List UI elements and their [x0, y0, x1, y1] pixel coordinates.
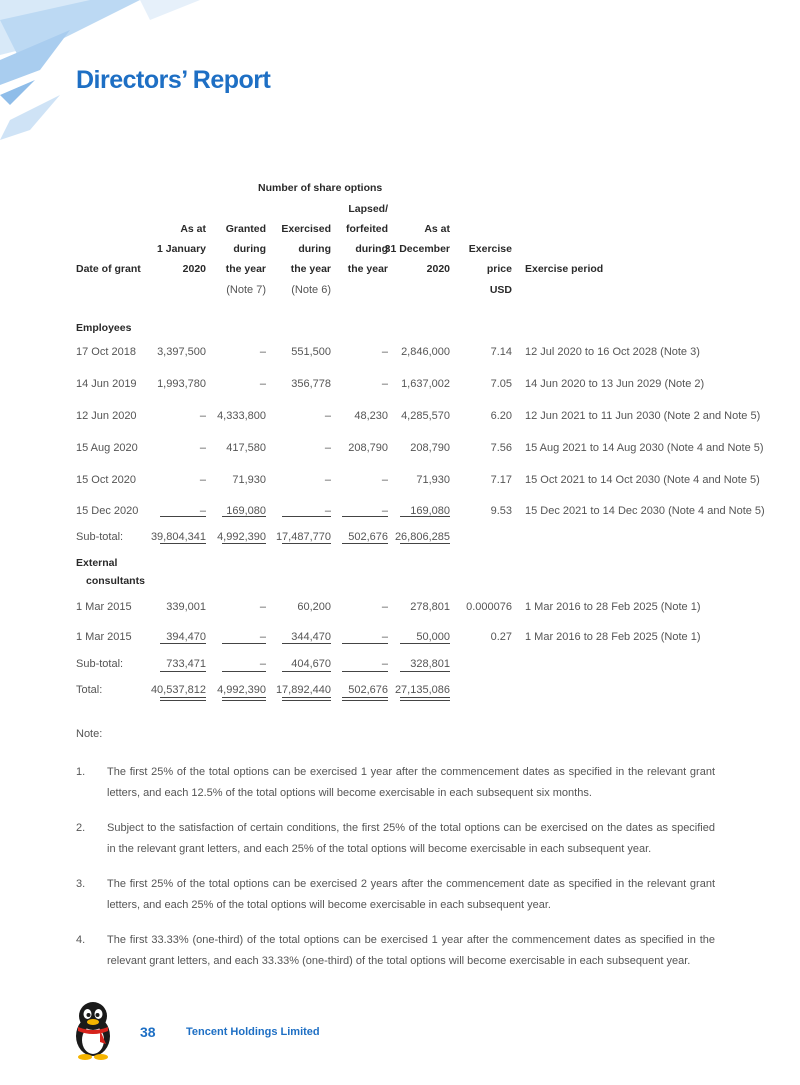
cell-exercised: 551,500: [291, 346, 331, 358]
cell-lapsed: –: [381, 474, 388, 486]
penguin-mascot-icon: [70, 1000, 116, 1060]
cell-dec: 1,637,002: [401, 378, 450, 390]
cell-date: 15 Dec 2020: [76, 505, 139, 517]
cell-period: 12 Jun 2021 to 11 Jun 2030 (Note 2 and Note 5): [525, 410, 761, 422]
cell-exercised: 356,778: [291, 378, 331, 390]
cell-price: 6.20: [490, 410, 512, 422]
cell-date: 1 Mar 2015: [76, 631, 132, 643]
subtotal-dec: 26,806,285: [394, 531, 450, 543]
col-lapsed-header-3: during: [355, 243, 388, 255]
note-text: Subject to the satisfaction of certain conditions, the first 25% of the total options can be exercised on the dates as specified in the relevant grant letters, and each 25% of the total options will become exercisable in each subsequent year.: [107, 822, 715, 855]
cell-period: 15 Aug 2021 to 14 Aug 2030 (Note 4 and Note 5): [525, 442, 764, 454]
col-jan-header-1: As at: [180, 223, 206, 235]
col-lapsed-header-1: Lapsed/: [348, 203, 388, 215]
col-granted-header-1: Granted: [225, 223, 266, 235]
cell-dec: 71,930: [416, 474, 450, 486]
col-exercised-header-1: Exercised: [281, 223, 331, 235]
notes-label: Note:: [76, 728, 103, 740]
page-number: 38: [140, 1024, 156, 1040]
col-exercised-note: (Note 6): [291, 284, 331, 296]
cell-exercised: –: [324, 474, 331, 486]
total-dec: 27,135,086: [394, 684, 450, 696]
cell-jan: 339,001: [166, 601, 206, 613]
cell-period: 1 Mar 2016 to 28 Feb 2025 (Note 1): [525, 601, 701, 613]
external-section-label-2: consultants: [86, 575, 145, 587]
cell-exercised: –: [324, 410, 331, 422]
subtotal-jan: 39,804,341: [150, 531, 206, 543]
note-text: The first 25% of the total options can be exercised 2 years after the commencement date as specified in the relevant grant letters, and each 25% of the total options will become exercisable in each subsequent year.: [107, 878, 715, 911]
cell-period: 14 Jun 2020 to 13 Jun 2029 (Note 2): [525, 378, 705, 390]
cell-lapsed: –: [381, 346, 388, 358]
cell-jan: –: [199, 442, 206, 454]
note-number: 4.: [76, 934, 86, 946]
col-date-header: Date of grant: [76, 263, 141, 275]
cell-jan: –: [199, 474, 206, 486]
col-jan-header-2: 1 January: [156, 243, 206, 255]
cell-jan: 1,993,780: [157, 378, 206, 390]
cell-jan: 394,470: [166, 631, 206, 643]
cell-exercised: 344,470: [291, 631, 331, 643]
page-title: Directors’ Report: [76, 66, 271, 94]
employees-section-label: Employees: [76, 322, 132, 334]
col-exercised-header-2: during: [298, 243, 331, 255]
cell-date: 15 Aug 2020: [76, 442, 138, 454]
cell-granted: –: [259, 631, 266, 643]
cell-dec: 169,080: [410, 505, 450, 517]
subtotal-exercised: 404,670: [291, 658, 331, 670]
note-number: 2.: [76, 822, 86, 834]
cell-date: 14 Jun 2019: [76, 378, 137, 390]
cell-price: 7.56: [490, 442, 512, 454]
cell-exercised: –: [324, 442, 331, 454]
cell-price: 7.05: [490, 378, 512, 390]
col-granted-note: (Note 7): [226, 284, 266, 296]
cell-dec: 278,801: [410, 601, 450, 613]
col-period-header: Exercise period: [525, 263, 604, 275]
cell-lapsed: –: [381, 378, 388, 390]
cell-granted: –: [259, 601, 266, 613]
subtotal-lapsed: –: [381, 658, 388, 670]
col-dec-header-3: 2020: [426, 263, 450, 275]
cell-granted: 417,580: [226, 442, 266, 454]
note-number: 3.: [76, 878, 86, 890]
col-price-unit: USD: [489, 284, 512, 296]
cell-dec: 2,846,000: [401, 346, 450, 358]
cell-exercised: –: [324, 505, 331, 517]
total-lapsed: 502,676: [348, 684, 388, 696]
cell-dec: 208,790: [410, 442, 450, 454]
group-header: Number of share options: [258, 182, 383, 194]
cell-granted: 71,930: [232, 474, 266, 486]
subtotal-jan: 733,471: [166, 658, 206, 670]
cell-dec: 50,000: [416, 631, 450, 643]
cell-granted: –: [259, 378, 266, 390]
external-section-label-1: External: [76, 557, 118, 569]
cell-period: 15 Oct 2021 to 14 Oct 2030 (Note 4 and Note 5): [525, 474, 760, 486]
col-lapsed-header-4: the year: [347, 263, 388, 275]
cell-date: 12 Jun 2020: [76, 410, 137, 422]
col-dec-header-1: As at: [424, 223, 450, 235]
total-label: Total:: [76, 684, 103, 696]
subtotal-dec: 328,801: [410, 658, 450, 670]
subtotal-lapsed: 502,676: [348, 531, 388, 543]
cell-date: 15 Oct 2020: [76, 474, 136, 486]
cell-lapsed: 48,230: [354, 410, 388, 422]
cell-period: 1 Mar 2016 to 28 Feb 2025 (Note 1): [525, 631, 701, 643]
cell-dec: 4,285,570: [401, 410, 450, 422]
cell-granted: 169,080: [226, 505, 266, 517]
cell-price: 0.27: [490, 631, 512, 643]
subtotal-label: Sub-total:: [76, 531, 124, 543]
subtotal-label: Sub-total:: [76, 658, 124, 670]
subtotal-exercised: 17,487,770: [275, 531, 331, 543]
cell-granted: –: [259, 346, 266, 358]
cell-lapsed: –: [381, 505, 388, 517]
subtotal-granted: 4,992,390: [217, 531, 266, 543]
company-name: Tencent Holdings Limited: [186, 1026, 320, 1038]
note-number: 1.: [76, 766, 86, 778]
cell-jan: –: [199, 410, 206, 422]
cell-price: 7.17: [490, 474, 512, 486]
col-price-header-1: Exercise: [468, 243, 512, 255]
total-jan: 40,537,812: [150, 684, 206, 696]
col-granted-header-2: during: [233, 243, 266, 255]
total-exercised: 17,892,440: [275, 684, 331, 696]
cell-exercised: 60,200: [297, 601, 331, 613]
cell-lapsed: 208,790: [348, 442, 388, 454]
cell-lapsed: –: [381, 631, 388, 643]
cell-date: 17 Oct 2018: [76, 346, 136, 358]
cell-jan: –: [199, 505, 206, 517]
col-lapsed-header-2: forfeited: [346, 223, 388, 235]
cell-price: 0.000076: [466, 601, 512, 613]
col-granted-header-3: the year: [225, 263, 266, 275]
cell-price: 7.14: [490, 346, 512, 358]
col-jan-header-3: 2020: [182, 263, 206, 275]
cell-period: 15 Dec 2021 to 14 Dec 2030 (Note 4 and Note 5): [525, 505, 765, 517]
cell-date: 1 Mar 2015: [76, 601, 132, 613]
cell-period: 12 Jul 2020 to 16 Oct 2028 (Note 3): [525, 346, 700, 358]
cell-price: 9.53: [490, 505, 512, 517]
total-granted: 4,992,390: [217, 684, 266, 696]
cell-granted: 4,333,800: [217, 410, 266, 422]
note-text: The first 33.33% (one-third) of the total options can be exercised 1 year after the commencement dates as specified in the relevant grant letters, and each 33.33% (one-third) of the total options will become exercisable in each subsequent year.: [107, 934, 715, 967]
col-dec-header-2: 31 December: [384, 243, 450, 255]
cell-lapsed: –: [381, 601, 388, 613]
col-price-header-2: price: [486, 263, 512, 275]
subtotal-granted: –: [259, 658, 266, 670]
col-exercised-header-3: the year: [290, 263, 331, 275]
note-text: The first 25% of the total options can be exercised 1 year after the commencement dates as specified in the relevant grant letters, and each 12.5% of the total options will become exercisable in each subsequent six months.: [107, 766, 715, 799]
cell-jan: 3,397,500: [157, 346, 206, 358]
